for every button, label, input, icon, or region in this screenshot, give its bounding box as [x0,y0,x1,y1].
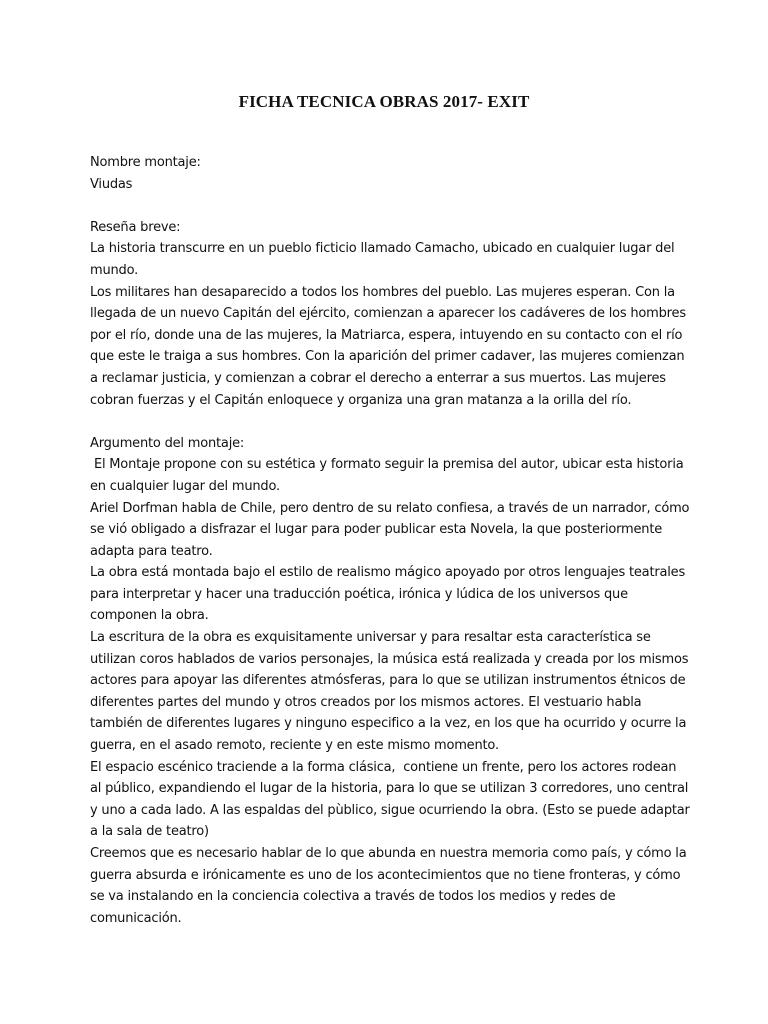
nombre-value: Viudas [90,176,133,192]
argumento-paragraph: El Montaje propone con su estética y formato seguir la premisa del autor, ubicar esta historia en cualquier lugar del mundo. [90,457,688,494]
document-title: FICHA TECNICA OBRAS 2017- EXIT [238,92,530,111]
argumento-paragraph: La escritura de la obra es exquisitamente universar y para resaltar esta característica se utilizan coros hablados de varios personajes, la música está realizada y creada por los mismos actores para apoyar las diferentes atmósferas, para lo que se utilizan instrumentos étnicos de diferentes partes del mundo y otros creados por los mismos actores. El vestuario habla también de diferentes lugares y ninguno especifico a la vez, en los que ha ocurrido y ocurre la guerra, en el asado remoto, reciente y en este mismo momento. [90,630,689,754]
spacer [90,411,690,433]
resena-paragraph: La historia transcurre en un pueblo ficticio llamado Camacho, ubicado en cualquier lugar del mundo. [90,241,675,278]
spacer [90,195,690,217]
resena-label: Reseña breve: [90,219,181,235]
argumento-label: Argumento del montaje: [90,435,245,451]
argumento-paragraph: La obra está montada bajo el estilo de realismo mágico apoyado por otros lenguajes teatrales para interpretar y hacer una traducción poética, irónica y lúdica de los universos que componen la obra. [90,565,686,624]
document-body [90,152,694,929]
argumento-paragraph: El espacio escénico traciende a la forma clásica, contiene un frente, pero los actores rodean al público, expandiendo el lugar de la historia, para lo que se utilizan 3 corredores, uno central y uno a cada lado. A las espaldas del pùblico, sigue ocurriendo la obra. (Esto se puede adaptar a la sala de teatro) [90,759,694,840]
resena-paragraph: Los militares han desaparecido a todos los hombres del pueblo. Las mujeres esperan. Con la llegada de un nuevo Capitán del ejército, comienzan a aparecer los cadáveres de los hombres por el río, donde una de las mujeres, la Matriarca, espera, intuyendo en su contacto con el río que este le traiga a sus hombres. Con la aparición del primer cadaver, las mujeres comienzan a reclamar justicia, y comienzan a cobrar el derecho a enterrar a sus muertos. Las mujeres cobran fuerzas y el Capitán enloquece y organiza una gran matanza a la orilla del río. [90,284,686,408]
argumento-paragraph: Ariel Dorfman habla de Chile, pero dentro de su relato confiesa, a través de un narrador, cómo se vió obligado a disfrazar el lugar para poder publicar esta Novela, la que posteriormente adapta para teatro. [90,500,690,559]
argumento-paragraph: Creemos que es necesario hablar de lo que abunda en nuestra memoria como país, y cómo la guerra absurda e irónicamente es uno de los acontecimientos que no tiene fronteras, y cómo se va instalando en la conciencia colectiva a través de todos los medios y redes de comunicación. [90,846,687,926]
nombre-label: Nombre montaje: [90,155,201,170]
